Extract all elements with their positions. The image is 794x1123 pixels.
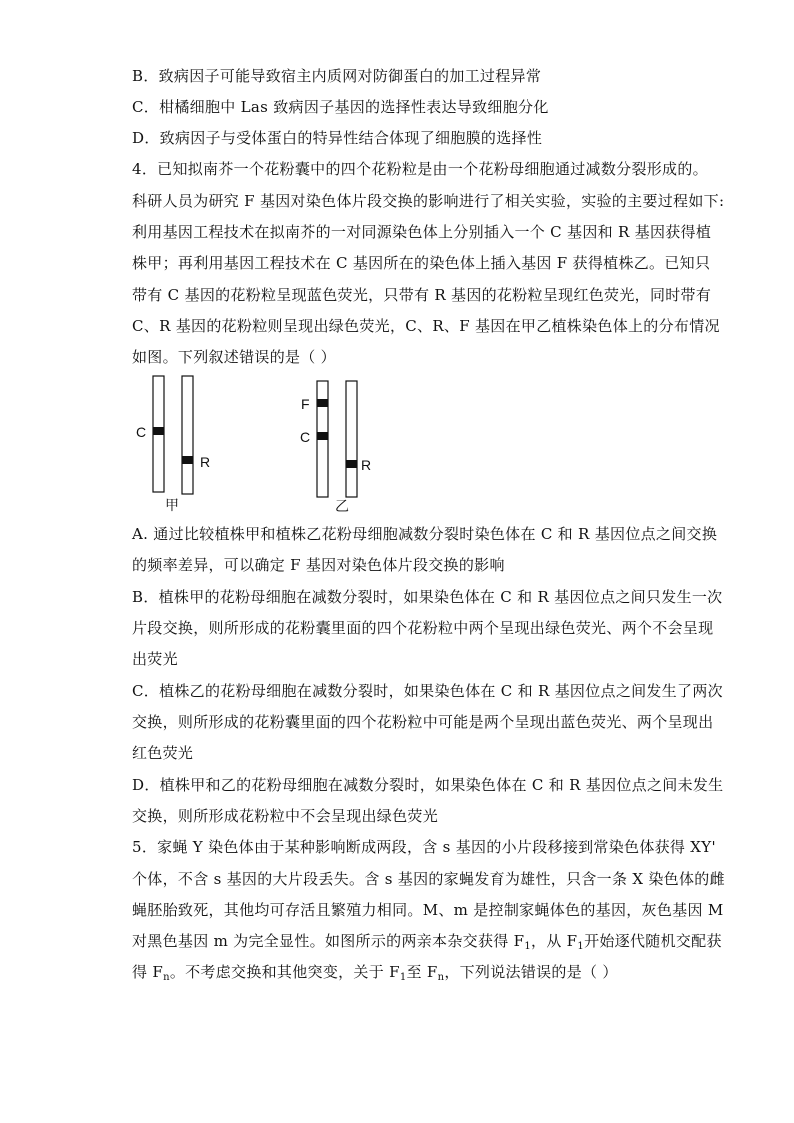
subscript: 1 xyxy=(524,941,532,952)
q5-line5-mid: 。不考虑交换和其他突变，关于 F xyxy=(169,963,400,981)
q4-option-b-line: 出荧光 xyxy=(132,650,178,668)
plant-yi-label: 乙 xyxy=(335,498,349,514)
gene-f-label-yi: F xyxy=(301,396,310,412)
subscript: 1 xyxy=(399,972,407,983)
subscript: n xyxy=(437,972,445,983)
q4-option-d-line: D．植株甲和乙的花粉母细胞在减数分裂时，如果染色体在 C 和 R 基因位点之间未发生 xyxy=(132,776,724,794)
chromosome-diagram xyxy=(130,372,410,514)
q3-option-d: D．致病因子与受体蛋白的特异性结合体现了细胞膜的选择性 xyxy=(132,129,543,147)
q4-option-c-line: 交换，则所形成的花粉囊里面的四个花粉粒中可能是两个呈现出蓝色荧光、两个呈现出 xyxy=(132,713,714,731)
subscript: n xyxy=(163,972,170,983)
q5-line5-start: 得 F xyxy=(132,963,164,981)
q4-stem-line: 株甲；再利用基因工程技术在 C 基因所在的染色体上插入基因 F 获得植株乙。已知只 xyxy=(132,254,711,272)
gene-c-band-jia xyxy=(153,427,164,435)
q4-option-a-line: 的频率差异，可以确定 F 基因对染色体片段交换的影响 xyxy=(132,556,505,574)
q3-option-c: C．柑橘细胞中 Las 致病因子基因的选择性表达导致细胞分化 xyxy=(132,98,549,116)
q4-option-d-line: 交换，则所形成花粉粒中不会呈现出绿色荧光 xyxy=(132,807,439,825)
subscript: 1 xyxy=(577,941,585,952)
q5-stem-line: 个体，不含 s 基因的大片段丢失。含 s 基因的家蝇发育为雄性，只含一条 X 染色体的雌 xyxy=(132,870,725,888)
chromosome-yi-right xyxy=(346,381,357,497)
q4-option-c-line: 红色荧光 xyxy=(132,744,194,762)
q4-stem-line: 如图。下列叙述错误的是（ ） xyxy=(132,348,336,366)
gene-r-band-yi xyxy=(346,460,357,468)
q4-stem-line: 利用基因工程技术在拟南芥的一对同源染色体上分别插入一个 C 基因和 R 基因获得植 xyxy=(132,223,712,241)
q5-stem-line: 蝇胚胎致死，其他均可存活且繁殖力相同。M、m 是控制家蝇体色的基因，灰色基因 M xyxy=(132,901,724,919)
gene-r-band-jia xyxy=(182,456,193,464)
plant-jia-label: 甲 xyxy=(165,497,179,513)
gene-r-label-yi: R xyxy=(361,457,372,473)
q5-line5-zhi: 至 F xyxy=(406,963,438,981)
q4-option-a-line: A. 通过比较植株甲和植株乙花粉母细胞减数分裂时染色体在 C 和 R 基因位点之间交换 xyxy=(132,525,718,543)
chromosome-jia-right xyxy=(182,376,193,494)
gene-c-label-yi: C xyxy=(300,429,311,445)
q5-stem-line: 5．家蝇 Y 染色体由于某种影响断成两段，含 s 基因的小片段移接到常染色体获得 XY' xyxy=(132,838,716,856)
chromosome-figure xyxy=(130,372,410,514)
q4-option-b-line: 片段交换，则所形成的花粉囊里面的四个花粉粒中两个呈现出绿色荧光、两个不会呈现 xyxy=(132,619,714,637)
q5-line5-end: ，下列说法错误的是（ ） xyxy=(444,963,618,981)
gene-c-band-yi xyxy=(317,432,328,440)
q4-stem-line: C、R 基因的花粉粒则呈现出绿色荧光，C、R、F 基因在甲乙植株染色体上的分布情况 xyxy=(132,317,720,335)
q4-stem-line: 4．已知拟南芥一个花粉囊中的四个花粉粒是由一个花粉母细胞通过减数分裂形成的。 xyxy=(132,160,708,178)
q4-stem-line: 带有 C 基因的花粉粒呈现蓝色荧光，只带有 R 基因的花粉粒呈现红色荧光，同时带有 xyxy=(132,286,712,304)
q5-line4-mid: ，从 F xyxy=(531,932,578,950)
q4-option-c-line: C．植株乙的花粉母细胞在减数分裂时，如果染色体在 C 和 R 基因位点之间发生了两次 xyxy=(132,682,723,700)
q4-option-b-line: B．植株甲的花粉母细胞在减数分裂时，如果染色体在 C 和 R 基因位点之间只发生一次 xyxy=(132,588,723,606)
q5-stem-line xyxy=(132,931,722,952)
gene-f-band-yi xyxy=(317,399,328,407)
q5-line4-start: 对黑色基因 m 为完全显性。如图所示的两亲本杂交获得 F xyxy=(132,932,525,950)
q3-option-b: B．致病因子可能导致宿主内质网对防御蛋白的加工过程异常 xyxy=(132,67,542,85)
gene-r-label-jia: R xyxy=(200,454,211,470)
gene-c-label-jia: C xyxy=(136,424,147,440)
q5-line4-end: 开始逐代随机交配获 xyxy=(584,932,722,950)
q5-stem-line xyxy=(132,962,672,982)
q4-stem-line: 科研人员为研究 F 基因对染色体片段交换的影响进行了相关实验，实验的主要过程如下: xyxy=(132,192,725,210)
